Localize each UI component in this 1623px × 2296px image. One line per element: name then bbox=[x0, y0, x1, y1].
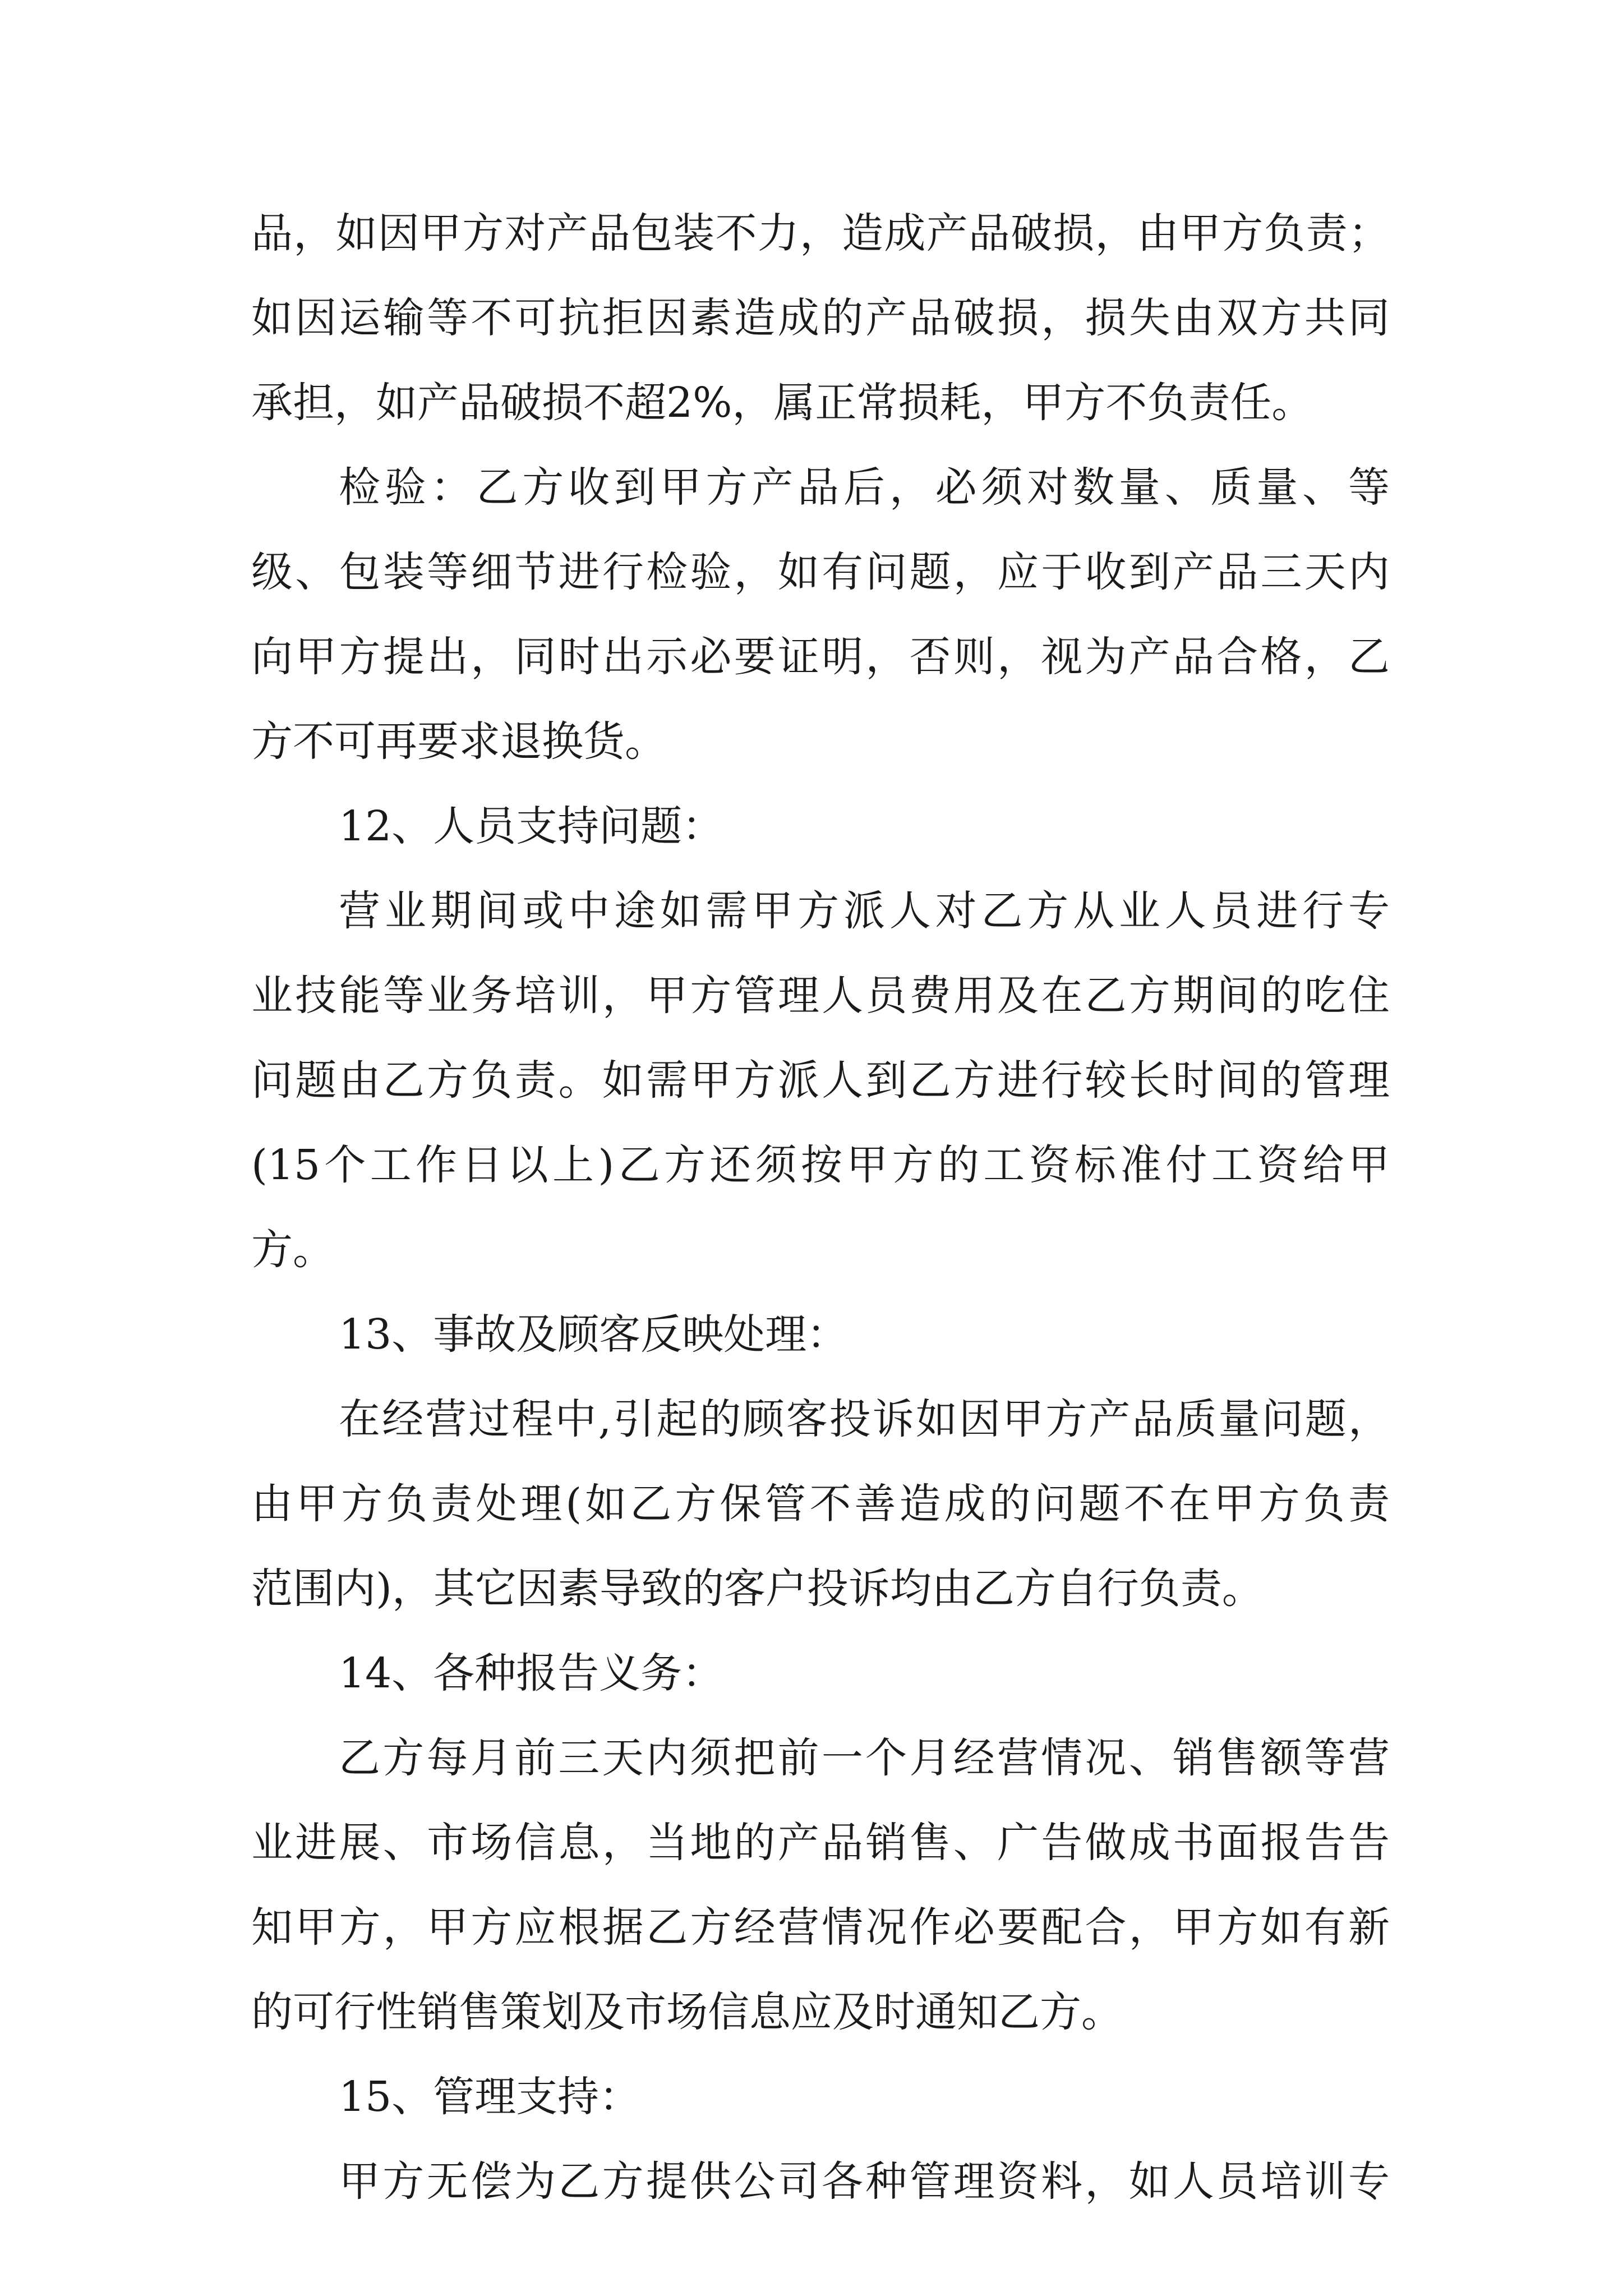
text-line: 向甲方提出，同时出示必要证明，否则，视为产品合格，乙 bbox=[251, 633, 1390, 681]
section-heading: 12、人员支持问题： bbox=[339, 802, 724, 850]
text-line: 营业期间或中途如需甲方派人对乙方从业人员进行专 bbox=[339, 887, 1390, 935]
text-line: 范围内)，其它因素导致的客户投诉均由乙方自行负责。 bbox=[251, 1565, 1264, 1613]
text-line: 方。 bbox=[251, 1226, 334, 1274]
section-heading: 13、事故及顾客反映处理： bbox=[339, 1310, 849, 1359]
text-line: 在经营过程中,引起的顾客投诉如因甲方产品质量问题， bbox=[339, 1395, 1390, 1443]
text-line: 方不可再要求退换货。 bbox=[251, 717, 666, 766]
text-line: 如因运输等不可抗拒因素造成的产品破损，损失由双方共同 bbox=[251, 294, 1390, 342]
text-line: 的可行性销售策划及市场信息应及时通知乙方。 bbox=[251, 1988, 1123, 2036]
text-line: 由甲方负责处理(如乙方保管不善造成的问题不在甲方负责 bbox=[251, 1480, 1390, 1528]
text-line: 问题由乙方负责。如需甲方派人到乙方进行较长时间的管理 bbox=[251, 1056, 1390, 1105]
text-line: 承担，如产品破损不超2%，属正常损耗，甲方不负责任。 bbox=[251, 379, 1313, 427]
text-line: 业进展、市场信息，当地的产品销售、广告做成书面报告告 bbox=[251, 1819, 1390, 1867]
section-heading: 14、各种报告义务： bbox=[339, 1649, 724, 1697]
text-line: 品，如因甲方对产品包装不力，造成产品破损，由甲方负责； bbox=[251, 209, 1390, 257]
text-line: 检验：乙方收到甲方产品后，必须对数量、质量、等 bbox=[339, 463, 1390, 512]
text-line: 甲方无偿为乙方提供公司各种管理资料，如人员培训专 bbox=[339, 2157, 1390, 2206]
text-line: 乙方每月前三天内须把前一个月经营情况、销售额等营 bbox=[339, 1734, 1390, 1782]
text-line: 业技能等业务培训，甲方管理人员费用及在乙方期间的吃住 bbox=[251, 972, 1390, 1020]
text-line: 知甲方，甲方应根据乙方经营情况作必要配合，甲方如有新 bbox=[251, 1903, 1390, 1952]
section-heading: 15、管理支持： bbox=[339, 2073, 641, 2121]
text-line: (15个工作日以上)乙方还须按甲方的工资标准付工资给甲 bbox=[251, 1141, 1390, 1189]
text-line: 级、包装等细节进行检验，如有问题，应于收到产品三天内 bbox=[251, 548, 1390, 596]
